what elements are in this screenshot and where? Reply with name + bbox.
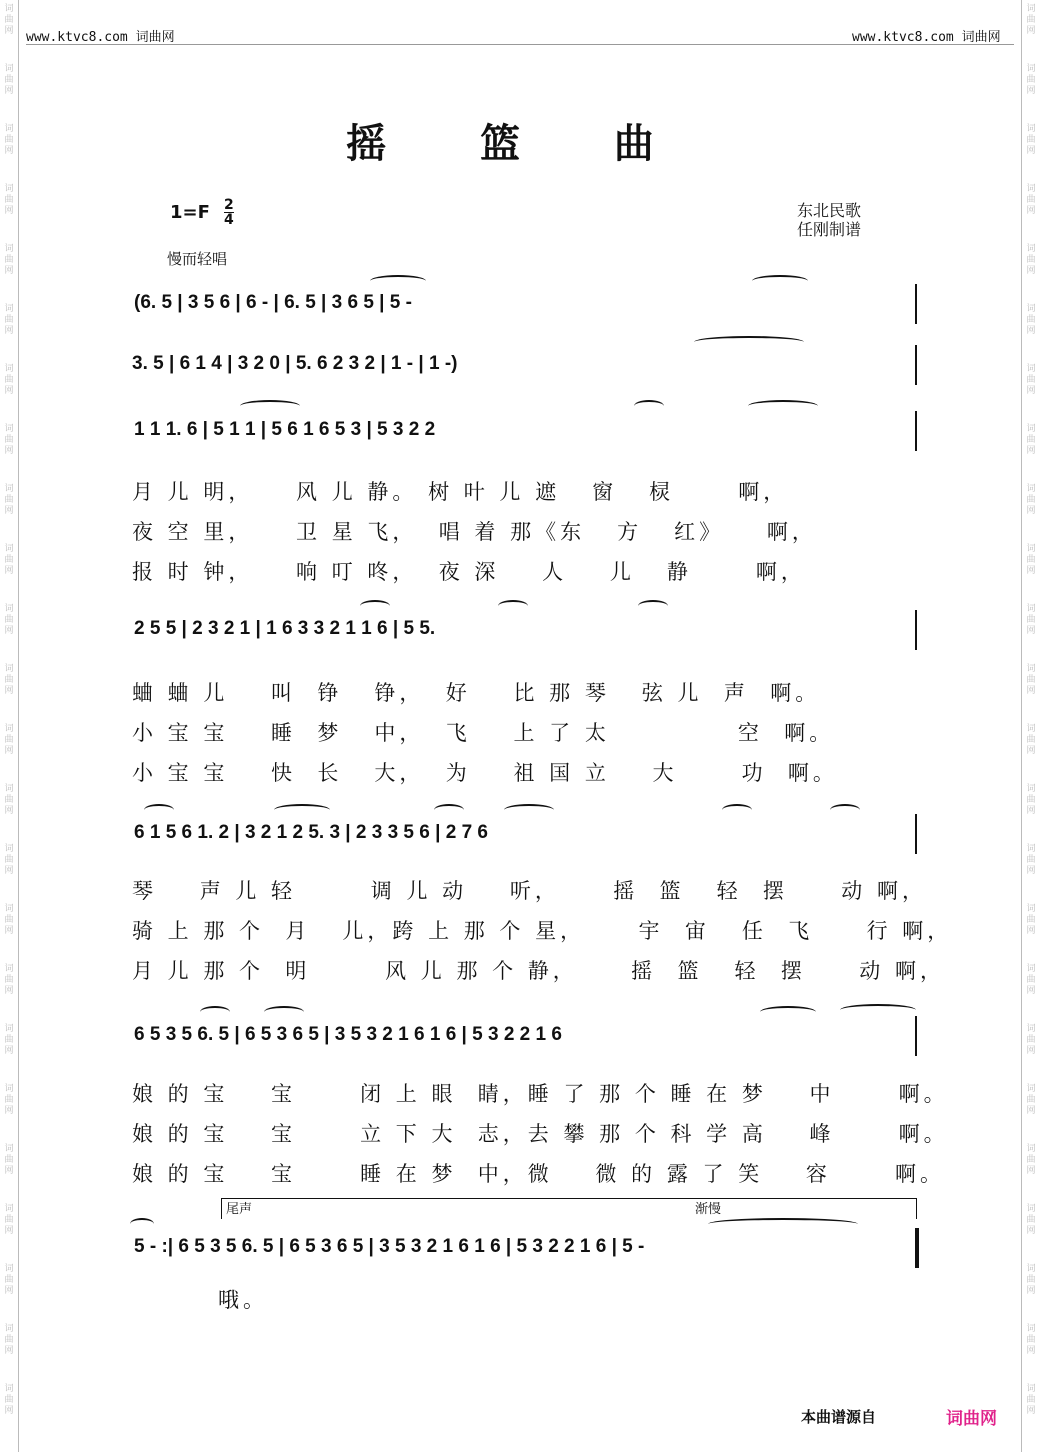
header-divider xyxy=(26,44,1014,45)
watermark-glyph: 网 xyxy=(1026,926,1036,936)
score-line-5: 6 1 5 6 1. 2 | 3 2 1 2 5. 3 | 2 3 3 5 6 | 2 7 6 xyxy=(134,822,488,843)
coda-lyric: 哦。 xyxy=(218,1288,268,1312)
watermark-glyph: 词 xyxy=(1026,1204,1036,1214)
slur xyxy=(498,600,528,612)
watermark-glyph: 网 xyxy=(4,1166,14,1176)
watermark-glyph: 词 xyxy=(4,484,14,494)
tempo-marking: 慢而轻唱 xyxy=(167,250,228,268)
watermark-glyph: 词 xyxy=(4,964,14,974)
watermark-glyph: 词 xyxy=(1026,1324,1036,1334)
watermark-glyph: 网 xyxy=(1026,1286,1036,1296)
watermark-glyph: 词 xyxy=(1026,424,1036,434)
watermark-glyph: 曲 xyxy=(1026,1275,1036,1285)
watermark-glyph: 词 xyxy=(4,664,14,674)
song-title: 摇 篮 曲 xyxy=(346,120,694,167)
coda-bracket xyxy=(221,1198,917,1219)
watermark-glyph: 曲 xyxy=(4,615,14,625)
header-url-left[interactable]: www.ktvc8.com 词曲网 xyxy=(26,30,175,45)
watermark-glyph: 词 xyxy=(4,304,14,314)
slur xyxy=(752,275,808,287)
slur xyxy=(130,1218,154,1230)
watermark-glyph: 词 xyxy=(1026,124,1036,134)
watermark-glyph: 曲 xyxy=(4,1155,14,1165)
lyric-line: 夜 空 里， 卫 星 飞， 唱 着 那《东 方 红》 啊， xyxy=(132,520,817,544)
watermark-glyph: 词 xyxy=(1026,4,1036,14)
key-signature: 1=F xyxy=(170,202,210,223)
watermark-glyph: 曲 xyxy=(1026,1215,1036,1225)
barline xyxy=(915,411,917,451)
watermark-glyph: 词 xyxy=(4,1144,14,1154)
watermark-glyph: 词 xyxy=(4,64,14,74)
watermark-glyph: 网 xyxy=(4,146,14,156)
score-line-1: (6. 5 | 3 5 6 | 6 - | 6. 5 | 3 6 5 | 5 - xyxy=(134,292,412,313)
watermark-glyph: 词 xyxy=(1026,184,1036,194)
watermark-glyph: 词 xyxy=(4,244,14,254)
watermark-glyph: 网 xyxy=(4,866,14,876)
watermark-glyph: 网 xyxy=(4,1106,14,1116)
watermark-glyph: 词 xyxy=(1026,664,1036,674)
score-line-7: 5 - :| 6 5 3 5 6. 5 | 6 5 3 6 5 | 3 5 3 2 1 6 1 6 | 5 3 2 2 1 6 | 5 - xyxy=(134,1236,645,1257)
watermark-glyph: 词 xyxy=(1026,1264,1036,1274)
watermark-glyph: 词 xyxy=(1026,364,1036,374)
barline xyxy=(915,284,917,324)
watermark-glyph: 网 xyxy=(1026,26,1036,36)
watermark-glyph: 曲 xyxy=(1026,1395,1036,1405)
watermark-glyph: 网 xyxy=(4,746,14,756)
watermark-glyph: 曲 xyxy=(1026,195,1036,205)
watermark-glyph: 网 xyxy=(4,506,14,516)
watermark-glyph: 曲 xyxy=(1026,915,1036,925)
barline xyxy=(915,610,917,650)
watermark-glyph: 网 xyxy=(1026,686,1036,696)
slur xyxy=(748,400,818,412)
watermark-glyph: 词 xyxy=(1026,1384,1036,1394)
slur xyxy=(360,600,390,612)
slur xyxy=(274,804,330,816)
watermark-glyph: 词 xyxy=(1026,604,1036,614)
footer-source-label: 本曲谱源自 xyxy=(801,1408,877,1426)
watermark-glyph: 曲 xyxy=(4,555,14,565)
watermark-glyph: 曲 xyxy=(4,1395,14,1405)
slur xyxy=(638,600,668,612)
slur xyxy=(504,804,554,816)
slur xyxy=(840,1004,916,1016)
watermark-glyph: 曲 xyxy=(1026,435,1036,445)
lyric-line: 报 时 钟， 响 叮 咚， 夜 深 人 儿 静 啊， xyxy=(132,560,806,584)
arranger-label: 任刚制谱 xyxy=(797,220,862,239)
slur xyxy=(240,400,300,412)
watermark-glyph: 曲 xyxy=(1026,555,1036,565)
watermark-glyph: 网 xyxy=(4,386,14,396)
watermark-glyph: 曲 xyxy=(1026,495,1036,505)
watermark-glyph: 词 xyxy=(4,184,14,194)
watermark-glyph: 网 xyxy=(1026,326,1036,336)
watermark-glyph: 网 xyxy=(1026,446,1036,456)
slur xyxy=(634,400,664,412)
slur xyxy=(434,804,464,816)
watermark-glyph: 曲 xyxy=(1026,675,1036,685)
watermark-glyph: 网 xyxy=(4,806,14,816)
lyric-line: 蛐 蛐 儿 叫 铮 铮， 好 比 那 琴 弦 儿 声 啊。 xyxy=(132,681,821,705)
final-barline xyxy=(915,1228,919,1268)
lyric-line: 小 宝 宝 快 长 大， 为 祖 国 立 大 功 啊。 xyxy=(132,761,838,785)
watermark-glyph: 网 xyxy=(1026,506,1036,516)
watermark-glyph: 曲 xyxy=(4,435,14,445)
watermark-glyph: 网 xyxy=(4,26,14,36)
watermark-glyph: 曲 xyxy=(1026,375,1036,385)
meter-top: 2 xyxy=(224,197,234,213)
watermark-glyph: 曲 xyxy=(4,1215,14,1225)
watermark-glyph: 曲 xyxy=(4,75,14,85)
watermark-glyph: 网 xyxy=(1026,1166,1036,1176)
song-origin xyxy=(797,201,861,239)
watermark-glyph: 网 xyxy=(4,566,14,576)
score-line-4: 2 5 5 | 2 3 2 1 | 1 6 3 3 2 1 1 6 | 5 5. xyxy=(134,618,436,639)
watermark-glyph: 曲 xyxy=(4,675,14,685)
watermark-glyph: 曲 xyxy=(4,495,14,505)
watermark-glyph: 网 xyxy=(4,1286,14,1296)
watermark-glyph: 网 xyxy=(1026,266,1036,276)
watermark-glyph: 曲 xyxy=(4,1035,14,1045)
watermark-glyph: 网 xyxy=(1026,866,1036,876)
watermark-glyph: 词 xyxy=(4,544,14,554)
watermark-glyph: 词 xyxy=(4,1024,14,1034)
watermark-glyph: 曲 xyxy=(1026,15,1036,25)
watermark-glyph: 词 xyxy=(4,1204,14,1214)
barline xyxy=(915,345,917,385)
watermark-glyph: 词 xyxy=(1026,784,1036,794)
lyric-line: 小 宝 宝 睡 梦 中， 飞 上 了 太 空 啊。 xyxy=(132,721,835,745)
watermark-glyph: 网 xyxy=(4,686,14,696)
watermark-glyph: 词 xyxy=(4,364,14,374)
watermark-glyph: 网 xyxy=(4,1046,14,1056)
score-line-6: 6 5 3 5 6. 5 | 6 5 3 6 5 | 3 5 3 2 1 6 1 6 | 5 3 2 2 1 6 xyxy=(134,1024,562,1045)
watermark-glyph: 网 xyxy=(1026,1106,1036,1116)
score-line-2: 3. 5 | 6 1 4 | 3 2 0 | 5. 6 2 3 2 | 1 - | 1 -) xyxy=(132,353,458,374)
watermark-glyph: 曲 xyxy=(4,1095,14,1105)
watermark-glyph: 曲 xyxy=(1026,975,1036,985)
watermark-glyph: 曲 xyxy=(1026,735,1036,745)
ritardando-label: 渐慢 xyxy=(695,1202,722,1217)
meter-bottom: 4 xyxy=(224,212,234,228)
left-watermark-strip xyxy=(0,0,19,1452)
watermark-glyph: 网 xyxy=(1026,1406,1036,1416)
header-url-right[interactable]: www.ktvc8.com 词曲网 xyxy=(852,30,1001,45)
watermark-glyph: 网 xyxy=(1026,206,1036,216)
watermark-glyph: 词 xyxy=(4,1384,14,1394)
watermark-glyph: 网 xyxy=(1026,806,1036,816)
watermark-glyph: 曲 xyxy=(1026,855,1036,865)
watermark-glyph: 网 xyxy=(4,1406,14,1416)
slur xyxy=(264,1006,304,1018)
watermark-glyph: 网 xyxy=(4,446,14,456)
watermark-glyph: 曲 xyxy=(4,795,14,805)
watermark-glyph: 曲 xyxy=(4,855,14,865)
lyric-line: 娘 的 宝 宝 睡 在 梦 中，微 微 的 露 了 笑 容 啊。 xyxy=(132,1162,945,1186)
lyric-line: 骑 上 那 个 月 儿，跨 上 那 个 星， 宇 宙 任 飞 行 啊， xyxy=(132,919,953,943)
watermark-glyph: 曲 xyxy=(1026,615,1036,625)
watermark-glyph: 词 xyxy=(4,724,14,734)
barline xyxy=(915,814,917,854)
coda-label: 尾声 xyxy=(226,1202,253,1217)
watermark-glyph: 网 xyxy=(1026,626,1036,636)
lyric-line: 琴 声 儿 轻 调 儿 动 听， 摇 篮 轻 摆 动 啊， xyxy=(132,879,927,903)
watermark-glyph: 曲 xyxy=(1026,795,1036,805)
watermark-glyph: 网 xyxy=(4,266,14,276)
watermark-glyph: 网 xyxy=(1026,986,1036,996)
slur xyxy=(200,1006,230,1018)
watermark-glyph: 词 xyxy=(4,1264,14,1274)
watermark-glyph: 曲 xyxy=(1026,1095,1036,1105)
watermark-glyph: 词 xyxy=(4,124,14,134)
watermark-glyph: 曲 xyxy=(4,375,14,385)
right-watermark-strip xyxy=(1021,0,1040,1452)
lyric-line: 娘 的 宝 宝 闭 上 眼 睛，睡 了 那 个 睡 在 梦 中 啊。 xyxy=(132,1082,949,1106)
watermark-glyph: 网 xyxy=(1026,146,1036,156)
watermark-glyph: 词 xyxy=(4,4,14,14)
lyric-line: 娘 的 宝 宝 立 下 大 志，去 攀 那 个 科 学 高 峰 啊。 xyxy=(132,1122,949,1146)
watermark-glyph: 曲 xyxy=(1026,75,1036,85)
watermark-glyph: 曲 xyxy=(1026,255,1036,265)
watermark-glyph: 曲 xyxy=(4,315,14,325)
watermark-glyph: 网 xyxy=(1026,386,1036,396)
watermark-glyph: 词 xyxy=(4,424,14,434)
watermark-glyph: 网 xyxy=(4,86,14,96)
watermark-glyph: 网 xyxy=(1026,1046,1036,1056)
slur xyxy=(708,1218,858,1230)
watermark-glyph: 网 xyxy=(1026,1226,1036,1236)
watermark-glyph: 网 xyxy=(4,206,14,216)
watermark-glyph: 词 xyxy=(4,1084,14,1094)
watermark-glyph: 词 xyxy=(1026,304,1036,314)
watermark-glyph: 曲 xyxy=(4,135,14,145)
watermark-glyph: 词 xyxy=(4,844,14,854)
watermark-glyph: 词 xyxy=(1026,484,1036,494)
watermark-glyph: 词 xyxy=(1026,844,1036,854)
lyric-line: 月 儿 那 个 明 风 儿 那 个 静， 摇 篮 轻 摆 动 啊， xyxy=(132,959,945,983)
watermark-glyph: 词 xyxy=(4,904,14,914)
watermark-glyph: 曲 xyxy=(1026,315,1036,325)
watermark-glyph: 词 xyxy=(1026,964,1036,974)
watermark-glyph: 曲 xyxy=(4,15,14,25)
genre-label: 东北民歌 xyxy=(797,201,862,220)
watermark-glyph: 曲 xyxy=(1026,1335,1036,1345)
watermark-glyph: 网 xyxy=(4,326,14,336)
score-line-3: 1 1 1. 6 | 5 1 1 | 5 6 1 6 5 3 | 5 3 2 2 xyxy=(134,419,436,440)
watermark-glyph: 曲 xyxy=(1026,1155,1036,1165)
watermark-glyph: 词 xyxy=(4,1324,14,1334)
watermark-glyph: 词 xyxy=(1026,1144,1036,1154)
watermark-glyph: 网 xyxy=(1026,86,1036,96)
watermark-glyph: 网 xyxy=(4,926,14,936)
watermark-glyph: 网 xyxy=(4,1346,14,1356)
slur xyxy=(144,804,174,816)
slur xyxy=(830,804,860,816)
watermark-glyph: 词 xyxy=(1026,64,1036,74)
watermark-glyph: 曲 xyxy=(4,195,14,205)
watermark-glyph: 曲 xyxy=(1026,1035,1036,1045)
watermark-glyph: 曲 xyxy=(4,1275,14,1285)
watermark-glyph: 网 xyxy=(1026,746,1036,756)
watermark-glyph: 曲 xyxy=(1026,135,1036,145)
slur xyxy=(370,275,426,287)
watermark-glyph: 词 xyxy=(4,784,14,794)
watermark-glyph: 曲 xyxy=(4,1335,14,1345)
watermark-glyph: 曲 xyxy=(4,735,14,745)
watermark-glyph: 曲 xyxy=(4,255,14,265)
time-signature xyxy=(224,198,234,227)
watermark-glyph: 词 xyxy=(4,604,14,614)
barline xyxy=(915,1016,917,1056)
slur xyxy=(722,804,752,816)
watermark-glyph: 网 xyxy=(1026,566,1036,576)
watermark-glyph: 网 xyxy=(4,1226,14,1236)
slur xyxy=(760,1006,816,1018)
watermark-glyph: 词 xyxy=(1026,544,1036,554)
watermark-glyph: 网 xyxy=(1026,1346,1036,1356)
watermark-glyph: 网 xyxy=(4,986,14,996)
footer-site-logo[interactable]: 词曲网 xyxy=(946,1409,997,1429)
watermark-glyph: 词 xyxy=(1026,904,1036,914)
watermark-glyph: 词 xyxy=(1026,724,1036,734)
slur xyxy=(694,336,804,348)
watermark-glyph: 网 xyxy=(4,626,14,636)
watermark-glyph: 词 xyxy=(1026,1084,1036,1094)
watermark-glyph: 词 xyxy=(1026,1024,1036,1034)
watermark-glyph: 词 xyxy=(1026,244,1036,254)
watermark-glyph: 曲 xyxy=(4,915,14,925)
lyric-line: 月 儿 明， 风 儿 静。 树 叶 儿 遮 窗 棂 啊， xyxy=(132,480,789,504)
watermark-glyph: 曲 xyxy=(4,975,14,985)
